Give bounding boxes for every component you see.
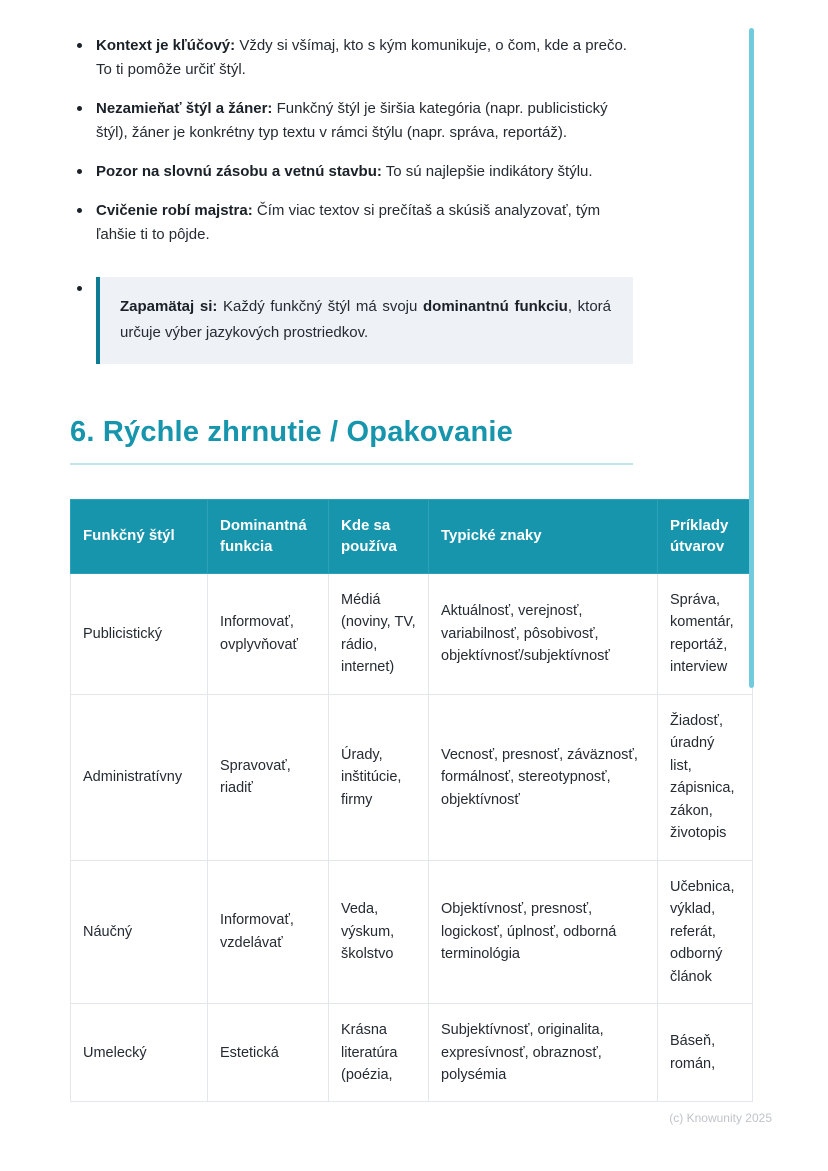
table-header-cell: Typické znaky: [429, 499, 658, 574]
table-cell: Spravovať, riadiť: [208, 694, 329, 860]
table-cell: Aktuálnosť, verejnosť, variabilnosť, pôsobivosť, objektívnosť/subjektívnosť: [429, 574, 658, 695]
table-cell: Informovať, ovplyvňovať: [208, 574, 329, 695]
table-cell: Subjektívnosť, originalita, expresívnosť, obraznosť, polysémia: [429, 1004, 658, 1102]
heading-divider: [70, 463, 633, 465]
bullet-lead: Nezamieňať štýl a žáner:: [96, 100, 273, 117]
table-cell: Úrady, inštitúcie, firmy: [329, 694, 429, 860]
table-cell: Správa, komentár, reportáž, interview: [658, 574, 753, 695]
bullet-lead: Kontext je kľúčový:: [96, 37, 236, 54]
callout-lead: Zapamätaj si:: [120, 298, 218, 315]
table-cell: Krásna literatúra (poézia,: [329, 1004, 429, 1102]
bullet-text: Funkčný štýl je širšia kategória (napr. publicistický štýl), žáner je konkrétny typ textu v rámci štýlu (napr. správa, reportáž).: [96, 100, 608, 141]
list-item: [70, 160, 633, 184]
table-header-row: [71, 499, 753, 574]
table-row: [71, 574, 753, 695]
section-heading: 6. Rýchle zhrnutie / Opakovanie: [70, 415, 513, 448]
summary-table: [70, 499, 753, 1103]
table-cell: Informovať, vzdelávať: [208, 860, 329, 1003]
table-cell: Objektívnosť, presnosť, logickosť, úplnosť, odborná terminológia: [429, 860, 658, 1003]
table-cell: Administratívny: [71, 694, 208, 860]
watermark: (c) Knowunity 2025: [669, 1111, 772, 1125]
callout-emphasis: dominantnú funkciu: [423, 298, 568, 315]
table-cell: Báseň, román,: [658, 1004, 753, 1102]
table-cell: Publicistický: [71, 574, 208, 695]
table-header-cell: Príklady útvarov: [658, 499, 753, 574]
table-row: [71, 1004, 753, 1102]
bullet-lead: Cvičenie robí majstra:: [96, 202, 253, 219]
callout-box: [96, 277, 633, 364]
table-header-cell: Kde sa používa: [329, 499, 429, 574]
callout-text: , ktorá určuje výber jazykových prostriedkov.: [120, 298, 611, 342]
list-item: [70, 277, 633, 364]
table-row: [71, 694, 753, 860]
table-cell: Estetická: [208, 1004, 329, 1102]
bullet-text: Vždy si všímaj, kto s kým komunikuje, o čom, kde a prečo. To ti pomôže určiť štýl.: [96, 37, 627, 78]
table-cell: Médiá (noviny, TV, rádio, internet): [329, 574, 429, 695]
table-header-cell: Dominantná funkcia: [208, 499, 329, 574]
list-item: [70, 34, 633, 82]
table-row: [71, 860, 753, 1003]
scrollbar-thumb[interactable]: [749, 28, 754, 688]
table-cell: Žiadosť, úradný list, zápisnica, zákon, životopis: [658, 694, 753, 860]
bullet-text: To sú najlepšie indikátory štýlu.: [381, 163, 593, 180]
table-header-cell: Funkčný štýl: [71, 499, 208, 574]
list-item: [70, 97, 633, 145]
table-cell: Umelecký: [71, 1004, 208, 1102]
table-cell: Veda, výskum, školstvo: [329, 860, 429, 1003]
table-cell: Učebnica, výklad, referát, odborný článok: [658, 860, 753, 1003]
list-item: [70, 199, 633, 247]
bullet-lead: Pozor na slovnú zásobu a vetnú stavbu:: [96, 163, 382, 180]
bullet-list: [70, 34, 633, 364]
table-cell: Vecnosť, presnosť, záväznosť, formálnosť, stereotypnosť, objektívnosť: [429, 694, 658, 860]
document-content: [70, 34, 752, 1102]
table-cell: Náučný: [71, 860, 208, 1003]
callout-text: Každý funkčný štýl má svoju: [217, 298, 424, 315]
bullet-text: Čím viac textov si prečítaš a skúsiš analyzovať, tým ľahšie ti to pôjde.: [96, 202, 601, 243]
